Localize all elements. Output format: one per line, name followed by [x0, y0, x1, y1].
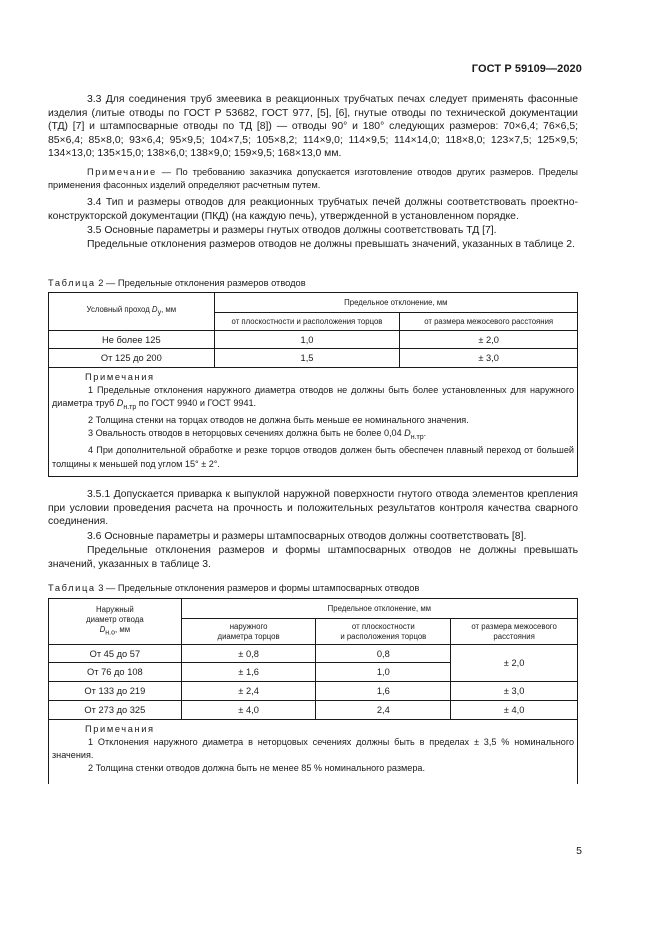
- table3-col1-header: Наружный диаметр отвода $D_{н.о}$, мм: [49, 599, 182, 645]
- document-header: ГОСТ Р 59109—2020: [471, 63, 582, 75]
- paragraph-3-6-continued: Предельные отклонения размеров и формы штампосварных отводов не должны превышать значений, указанных в таблице 3.: [48, 545, 578, 570]
- table3-cell: От 76 до 108: [49, 663, 182, 682]
- table2-caption: Таблица 2 — Предельные отклонения размеров отводов: [48, 278, 306, 288]
- note-3-3: [48, 166, 578, 192]
- table2-note-3: 3 Овальность отводов в неторцовых сечениях должна быть не более 0,04 $D_{н.тр}$.: [88, 428, 427, 442]
- table3-cell: 2,4: [316, 701, 451, 720]
- table3: [48, 598, 578, 784]
- table3-cell: ± 0,8: [181, 645, 316, 663]
- table2-col1-header: Условный проход $D_у$, мм: [49, 293, 215, 331]
- table2-cell: 1,5: [214, 349, 400, 368]
- table-row: [49, 331, 578, 349]
- table3-cell: От 273 до 325: [49, 701, 182, 720]
- table3-cell: ± 2,0: [451, 645, 578, 682]
- table3-sub2-header: от плоскостности и расположения торцов: [316, 619, 451, 645]
- table2-sub1-header: от плоскостности и расположения торцов: [214, 313, 400, 331]
- table3-notes-title: Примечания: [85, 724, 155, 734]
- table2-cell: Не более 125: [49, 331, 215, 349]
- paragraph-3-3: 3.3 Для соединения труб змеевика в реакционных трубчатых печах следует применять фасонные изделия (литые отводы по ГОСТ Р 53682, ГОСТ 977, [5], [6], гнутые отводы по технической документации (ТД) [7] и штампосварные отводы по ТД [8]) — отводы 90° и 180° следующих размеров: 70×6,4; 76×6,5; 85×6,4; 85×8,0; 93×6,4; 95×9,5; 104×7,5; 105×8,2; 114×9,0; 114×9,5; 114×14,0; 118×8,0; 123×7,5; 125×9,5; 134×13,0; 135×15,0; 138×6,0; 138×9,0; 159×9,5; 168×13,0 мм.: [48, 94, 578, 160]
- table-row: [49, 701, 578, 720]
- table3-cell: 0,8: [316, 645, 451, 663]
- table-row: [49, 645, 578, 663]
- table3-cell: ± 4,0: [451, 701, 578, 720]
- table-row: [49, 349, 578, 368]
- table2-group-header: Предельное отклонение, мм: [214, 293, 577, 313]
- paragraph-3-5: 3.5 Основные параметры и размеры гнутых отводов должны соответствовать ТД [7].: [87, 225, 497, 236]
- table2-notes: [49, 368, 578, 477]
- table2-notes-title: Примечания: [85, 372, 155, 382]
- table2: [48, 292, 578, 477]
- table2-cell: От 125 до 200: [49, 349, 215, 368]
- table3-cell: 1,0: [316, 663, 451, 682]
- paragraph-3-6: 3.6 Основные параметры и размеры штампосварных отводов должны соответствовать [8].: [87, 531, 527, 542]
- note-label: Примечание: [87, 167, 157, 177]
- table3-cell: От 45 до 57: [49, 645, 182, 663]
- paragraph-3-5-continued: Предельные отклонения размеров отводов не должны превышать значений, указанных в таблице 2.: [87, 239, 575, 250]
- table3-sub3-header: от размера межосевого расстояния: [451, 619, 578, 645]
- table2-sub2-header: от размера межосевого расстояния: [400, 313, 578, 331]
- table3-cell: ± 4,0: [181, 701, 316, 720]
- table3-note-2: 2 Толщина стенки отводов должна быть не менее 85 % номинального размера.: [88, 763, 425, 774]
- table2-cell: 1,0: [214, 331, 400, 349]
- table3-cell: ± 1,6: [181, 663, 316, 682]
- table3-sub1-header: наружного диаметра торцов: [181, 619, 316, 645]
- table2-note-4: 4 При дополнительной обработке и резке торцов отводов должен быть обеспечен плавный переход от большей толщины к меньшей под углом 15° ± 2°.: [52, 445, 574, 469]
- table2-cell: ± 3,0: [400, 349, 578, 368]
- table3-cell: ± 3,0: [451, 682, 578, 701]
- table3-cell: ± 2,4: [181, 682, 316, 701]
- table2-note-2: 2 Толщина стенки на торцах отводов не должна быть меньше ее номинального значения.: [88, 415, 469, 426]
- table3-caption: Таблица 3 — Предельные отклонения размеров и формы штампосварных отводов: [48, 583, 420, 593]
- table-row: [49, 682, 578, 701]
- paragraph-3-4: 3.4 Тип и размеры отводов для реакционных трубчатых печей должны соответствовать проектно-конструкторской документации (ПКД) (на каждую печь), утвержденной в установленном порядке.: [48, 197, 578, 222]
- note-text: — По требованию заказчика допускается изготовление отводов других размеров. Пределы применения фасонных изделий определяют расчетным путем.: [48, 167, 578, 191]
- table3-note-1: 1 Отклонения наружного диаметра в неторцовых сечениях должны быть в пределах ± 3,5 % номинального значения.: [52, 737, 574, 761]
- table2-cell: ± 2,0: [400, 331, 578, 349]
- table3-notes: [49, 720, 578, 785]
- table3-cell: 1,6: [316, 682, 451, 701]
- table3-cell: От 133 до 219: [49, 682, 182, 701]
- page-number: 5: [576, 845, 582, 857]
- table2-note-1: 1 Предельные отклонения наружного диаметра отводов не должны быть более установленных для наружного диаметра труб $D_{н.тр}$ по ГОСТ 9940 и ГОСТ 9941.: [52, 385, 574, 412]
- paragraph-3-5-1: 3.5.1 Допускается приварка к выпуклой наружной поверхности гнутого отвода элементов крепления при условии проведения расчета на прочность и положительных результатов контроля качества сварного соединения.: [48, 489, 578, 528]
- table3-group-header: Предельное отклонение, мм: [181, 599, 577, 619]
